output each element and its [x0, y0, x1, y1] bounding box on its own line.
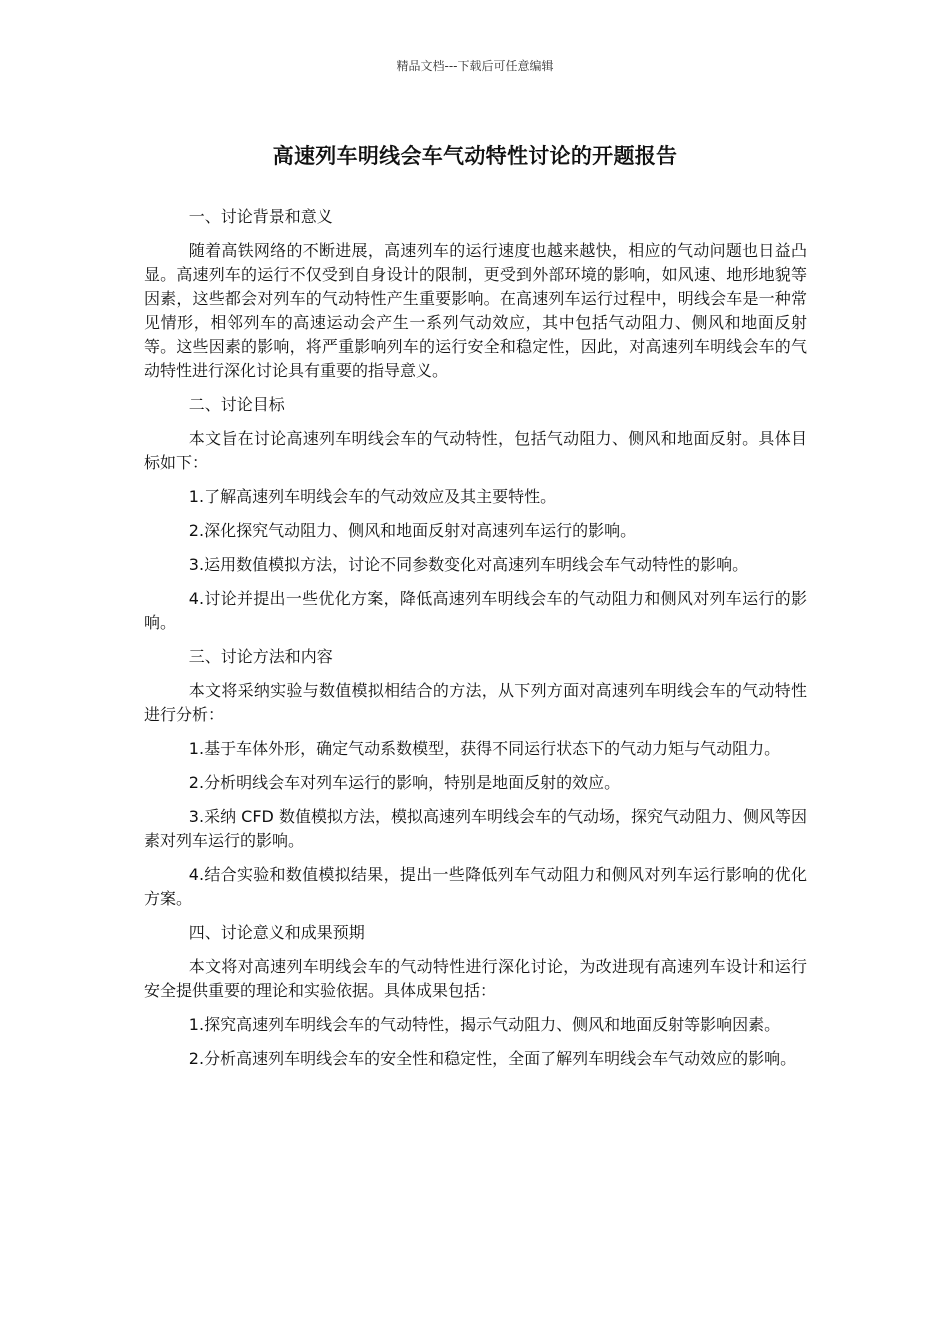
list-item: 2.分析高速列车明线会车的安全性和稳定性，全面了解列车明线会车气动效应的影响。 — [188, 1049, 797, 1068]
document-title: 高速列车明线会车气动特性讨论的开题报告 — [272, 144, 678, 168]
paragraph: 本文将采纳实验与数值模拟相结合的方法，从下列方面对高速列车明线会车的气动特性进行分析： — [144, 681, 807, 724]
paragraph: 本文旨在讨论高速列车明线会车的气动特性，包括气动阻力、侧风和地面反射。具体目标如下： — [144, 429, 807, 472]
section-heading: 二、讨论目标 — [188, 395, 285, 414]
list-item: 4.讨论并提出一些优化方案，降低高速列车明线会车的气动阻力和侧风对列车运行的影响。 — [144, 589, 807, 632]
section-heading: 四、讨论意义和成果预期 — [188, 923, 365, 942]
list-item: 3.采纳 CFD 数值模拟方法，模拟高速列车明线会车的气动场，探究气动阻力、侧风等因素对列车运行的影响。 — [144, 807, 807, 850]
paragraph: 随着高铁网络的不断进展，高速列车的运行速度也越来越快，相应的气动问题也日益凸显。高速列车的运行不仅受到自身设计的限制，更受到外部环境的影响，如风速、地形地貌等因素，这些都会对列车的气动特性产生重要影响。在高速列车运行过程中，明线会车是一种常见情形，相邻列车的高速运动会产生一系列气动效应，其中包括气动阻力、侧风和地面反射等。这些因素的影响，将严重影响列车的运行安全和稳定性，因此，对高速列车明线会车的气动特性进行深化讨论具有重要的指导意义。 — [144, 241, 807, 380]
section-heading: 三、讨论方法和内容 — [188, 647, 333, 666]
list-item: 3.运用数值模拟方法，讨论不同参数变化对高速列车明线会车气动特性的影响。 — [188, 555, 749, 574]
list-item: 2.深化探究气动阻力、侧风和地面反射对高速列车运行的影响。 — [188, 521, 637, 540]
section-background — [144, 205, 807, 383]
list-item: 2.分析明线会车对列车运行的影响，特别是地面反射的效应。 — [188, 773, 621, 792]
page-header: 精品文档---下载后可任意编辑 — [396, 59, 554, 73]
list-item: 1.了解高速列车明线会车的气动效应及其主要特性。 — [188, 487, 557, 506]
section-objectives — [144, 393, 807, 635]
section-methods — [144, 645, 807, 911]
document-body — [144, 205, 807, 1081]
section-heading: 一、讨论背景和意义 — [188, 207, 333, 226]
paragraph: 本文将对高速列车明线会车的气动特性进行深化讨论，为改进现有高速列车设计和运行安全提供重要的理论和实验依据。具体成果包括： — [144, 957, 807, 1000]
section-significance — [144, 921, 807, 1071]
list-item: 1.基于车体外形，确定气动系数模型，获得不同运行状态下的气动力矩与气动阻力。 — [188, 739, 781, 758]
list-item: 4.结合实验和数值模拟结果，提出一些降低列车气动阻力和侧风对列车运行影响的优化方案。 — [144, 865, 807, 908]
list-item: 1.探究高速列车明线会车的气动特性，揭示气动阻力、侧风和地面反射等影响因素。 — [188, 1015, 781, 1034]
